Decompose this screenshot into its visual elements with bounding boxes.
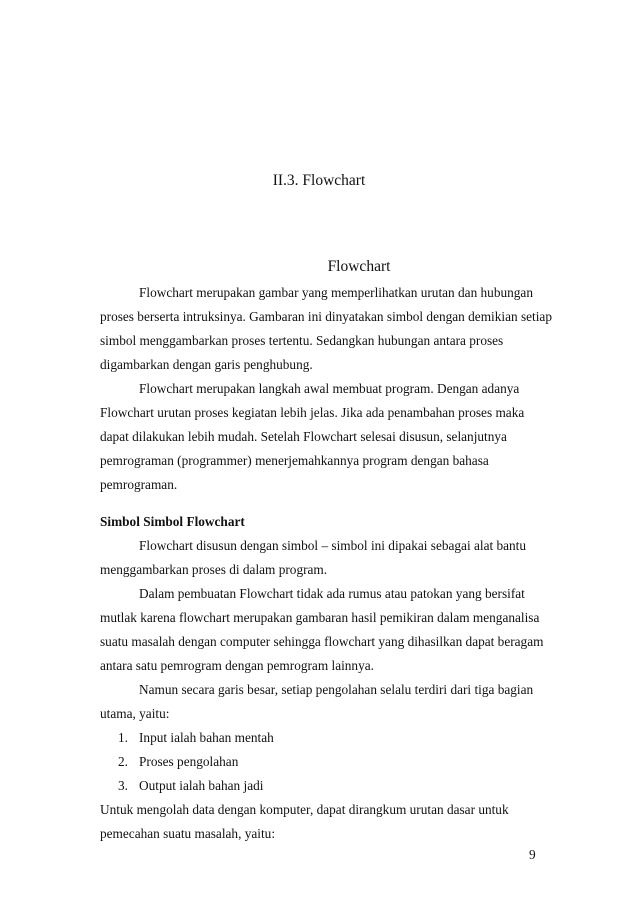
paragraph-line: Flowchart urutan proses kegiatan lebih jelas. Jika ada penambahan proses maka: [100, 405, 525, 420]
paragraph-line: antara satu pemrogram dengan pemrogram lainnya.: [100, 658, 374, 673]
paragraph-line: simbol menggambarkan proses tertentu. Sedangkan hubungan antara proses: [100, 333, 504, 348]
list-item-number: 1.: [118, 730, 128, 745]
page-number: 9: [529, 847, 536, 862]
subheading: Simbol Simbol Flowchart: [100, 514, 245, 529]
paragraph-line: suatu masalah dengan computer sehingga flowchart yang dihasilkan dapat beragam: [100, 634, 544, 649]
paragraph-line: Namun secara garis besar, setiap pengolahan selalu terdiri dari tiga bagian: [139, 682, 534, 697]
paragraph-line: Dalam pembuatan Flowchart tidak ada rumus atau patokan yang bersifat: [139, 586, 525, 601]
section-heading: II.3. Flowchart: [272, 172, 366, 189]
page-title: Flowchart: [327, 258, 391, 275]
paragraph-line: pemrograman (programmer) menerjemahkannya program dengan bahasa: [100, 453, 489, 468]
paragraph-line: pemrograman.: [100, 477, 178, 492]
paragraph-line: digambarkan dengan garis penghubung.: [100, 357, 313, 372]
paragraph-line: Flowchart merupakan langkah awal membuat program. Dengan adanya: [139, 381, 520, 396]
paragraph-line: menggambarkan proses di dalam program.: [100, 562, 328, 577]
paragraph-line: Flowchart disusun dengan simbol – simbol ini dipakai sebagai alat bantu: [139, 538, 527, 553]
paragraph-line: utama, yaitu:: [100, 706, 170, 721]
paragraph-line: pemecahan suatu masalah, yaitu:: [100, 826, 276, 841]
list-item: Output ialah bahan jadi: [139, 778, 264, 793]
paragraph-line: dapat dilakukan lebih mudah. Setelah Flowchart selesai disusun, selanjutnya: [100, 429, 507, 444]
list-item: Proses pengolahan: [139, 754, 239, 769]
paragraph-line: Untuk mengolah data dengan komputer, dapat dirangkum urutan dasar untuk: [100, 802, 509, 817]
paragraph-line: mutlak karena flowchart merupakan gambaran hasil pemikiran dalam menganalisa: [100, 610, 540, 625]
list-item-number: 3.: [118, 778, 128, 793]
paragraph-line: Flowchart merupakan gambar yang memperlihatkan urutan dan hubungan: [139, 285, 533, 300]
paragraph-line: proses berserta intruksinya. Gambaran ini dinyatakan simbol dengan demikian setiap: [100, 309, 552, 324]
list-item: Input ialah bahan mentah: [139, 730, 274, 745]
list-item-number: 2.: [118, 754, 128, 769]
